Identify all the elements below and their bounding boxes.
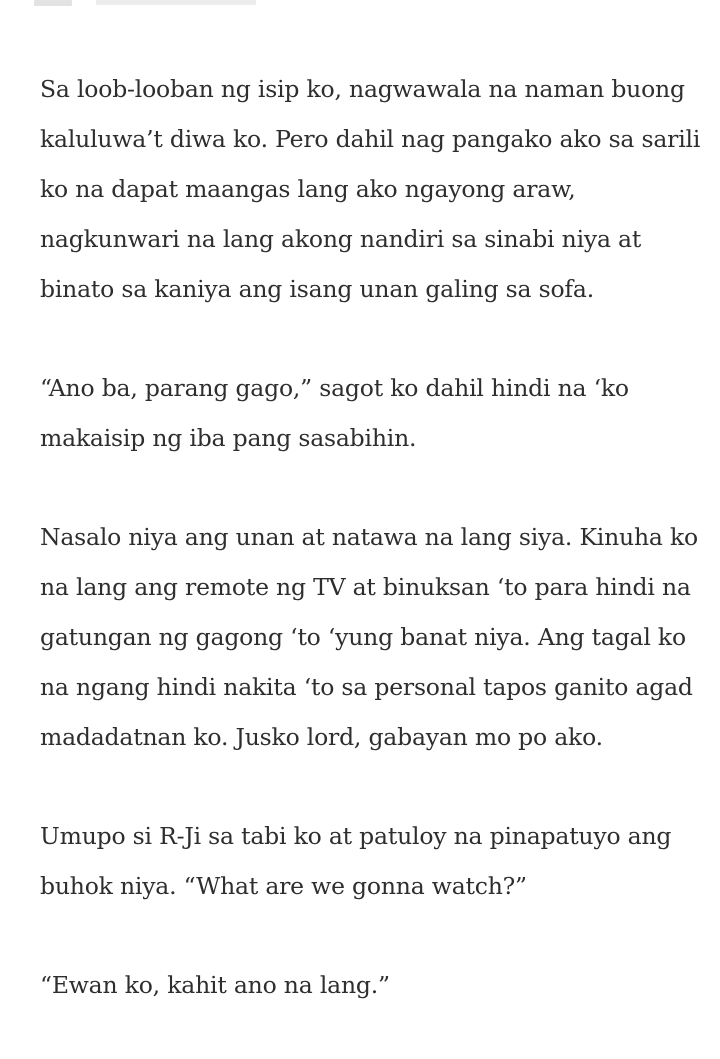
text-line: Sa loob-looban ng isip ko, nagwawala na naman buong <box>40 75 685 103</box>
paragraph-3 <box>40 512 698 762</box>
header-icon <box>34 0 72 6</box>
text-line: gatungan ng gagong ‘to ‘yung banat niya. Ang tagal ko <box>40 623 686 651</box>
text-line: na ngang hindi nakita ‘to sa personal tapos ganito agad <box>40 673 693 701</box>
text-line: na lang ang remote ng TV at binuksan ‘to para hindi na <box>40 573 691 601</box>
text-line: makaisip ng iba pang sasabihin. <box>40 424 417 452</box>
cropped-header <box>0 0 720 14</box>
text-line: ko na dapat maangas lang ako ngayong araw, <box>40 175 576 203</box>
text-line: Umupo si R-Ji sa tabi ko at patuloy na pinapatuyo ang <box>40 822 672 850</box>
text-line: binato sa kaniya ang isang unan galing sa sofa. <box>40 275 595 303</box>
text-line: kaluluwa’t diwa ko. Pero dahil nag pangako ako sa sarili <box>40 125 701 153</box>
text-line: buhok niya. “What are we gonna watch?” <box>40 872 527 900</box>
text-line: nagkunwari na lang akong nandiri sa sinabi niya at <box>40 225 642 253</box>
story-text <box>40 64 701 1059</box>
text-line: “Ewan ko, kahit ano na lang.” <box>40 971 390 999</box>
paragraph-5 <box>40 960 690 1010</box>
paragraph-1 <box>40 64 701 314</box>
paragraph-4 <box>40 811 690 911</box>
paragraph-2 <box>40 363 690 463</box>
text-line: “Ano ba, parang gago,” sagot ko dahil hindi na ‘ko <box>40 374 629 402</box>
text-line: Nasalo niya ang unan at natawa na lang siya. Kinuha ko <box>40 523 698 551</box>
header-title-fragment <box>96 0 256 5</box>
text-line: madadatnan ko. Jusko lord, gabayan mo po ako. <box>40 723 603 751</box>
